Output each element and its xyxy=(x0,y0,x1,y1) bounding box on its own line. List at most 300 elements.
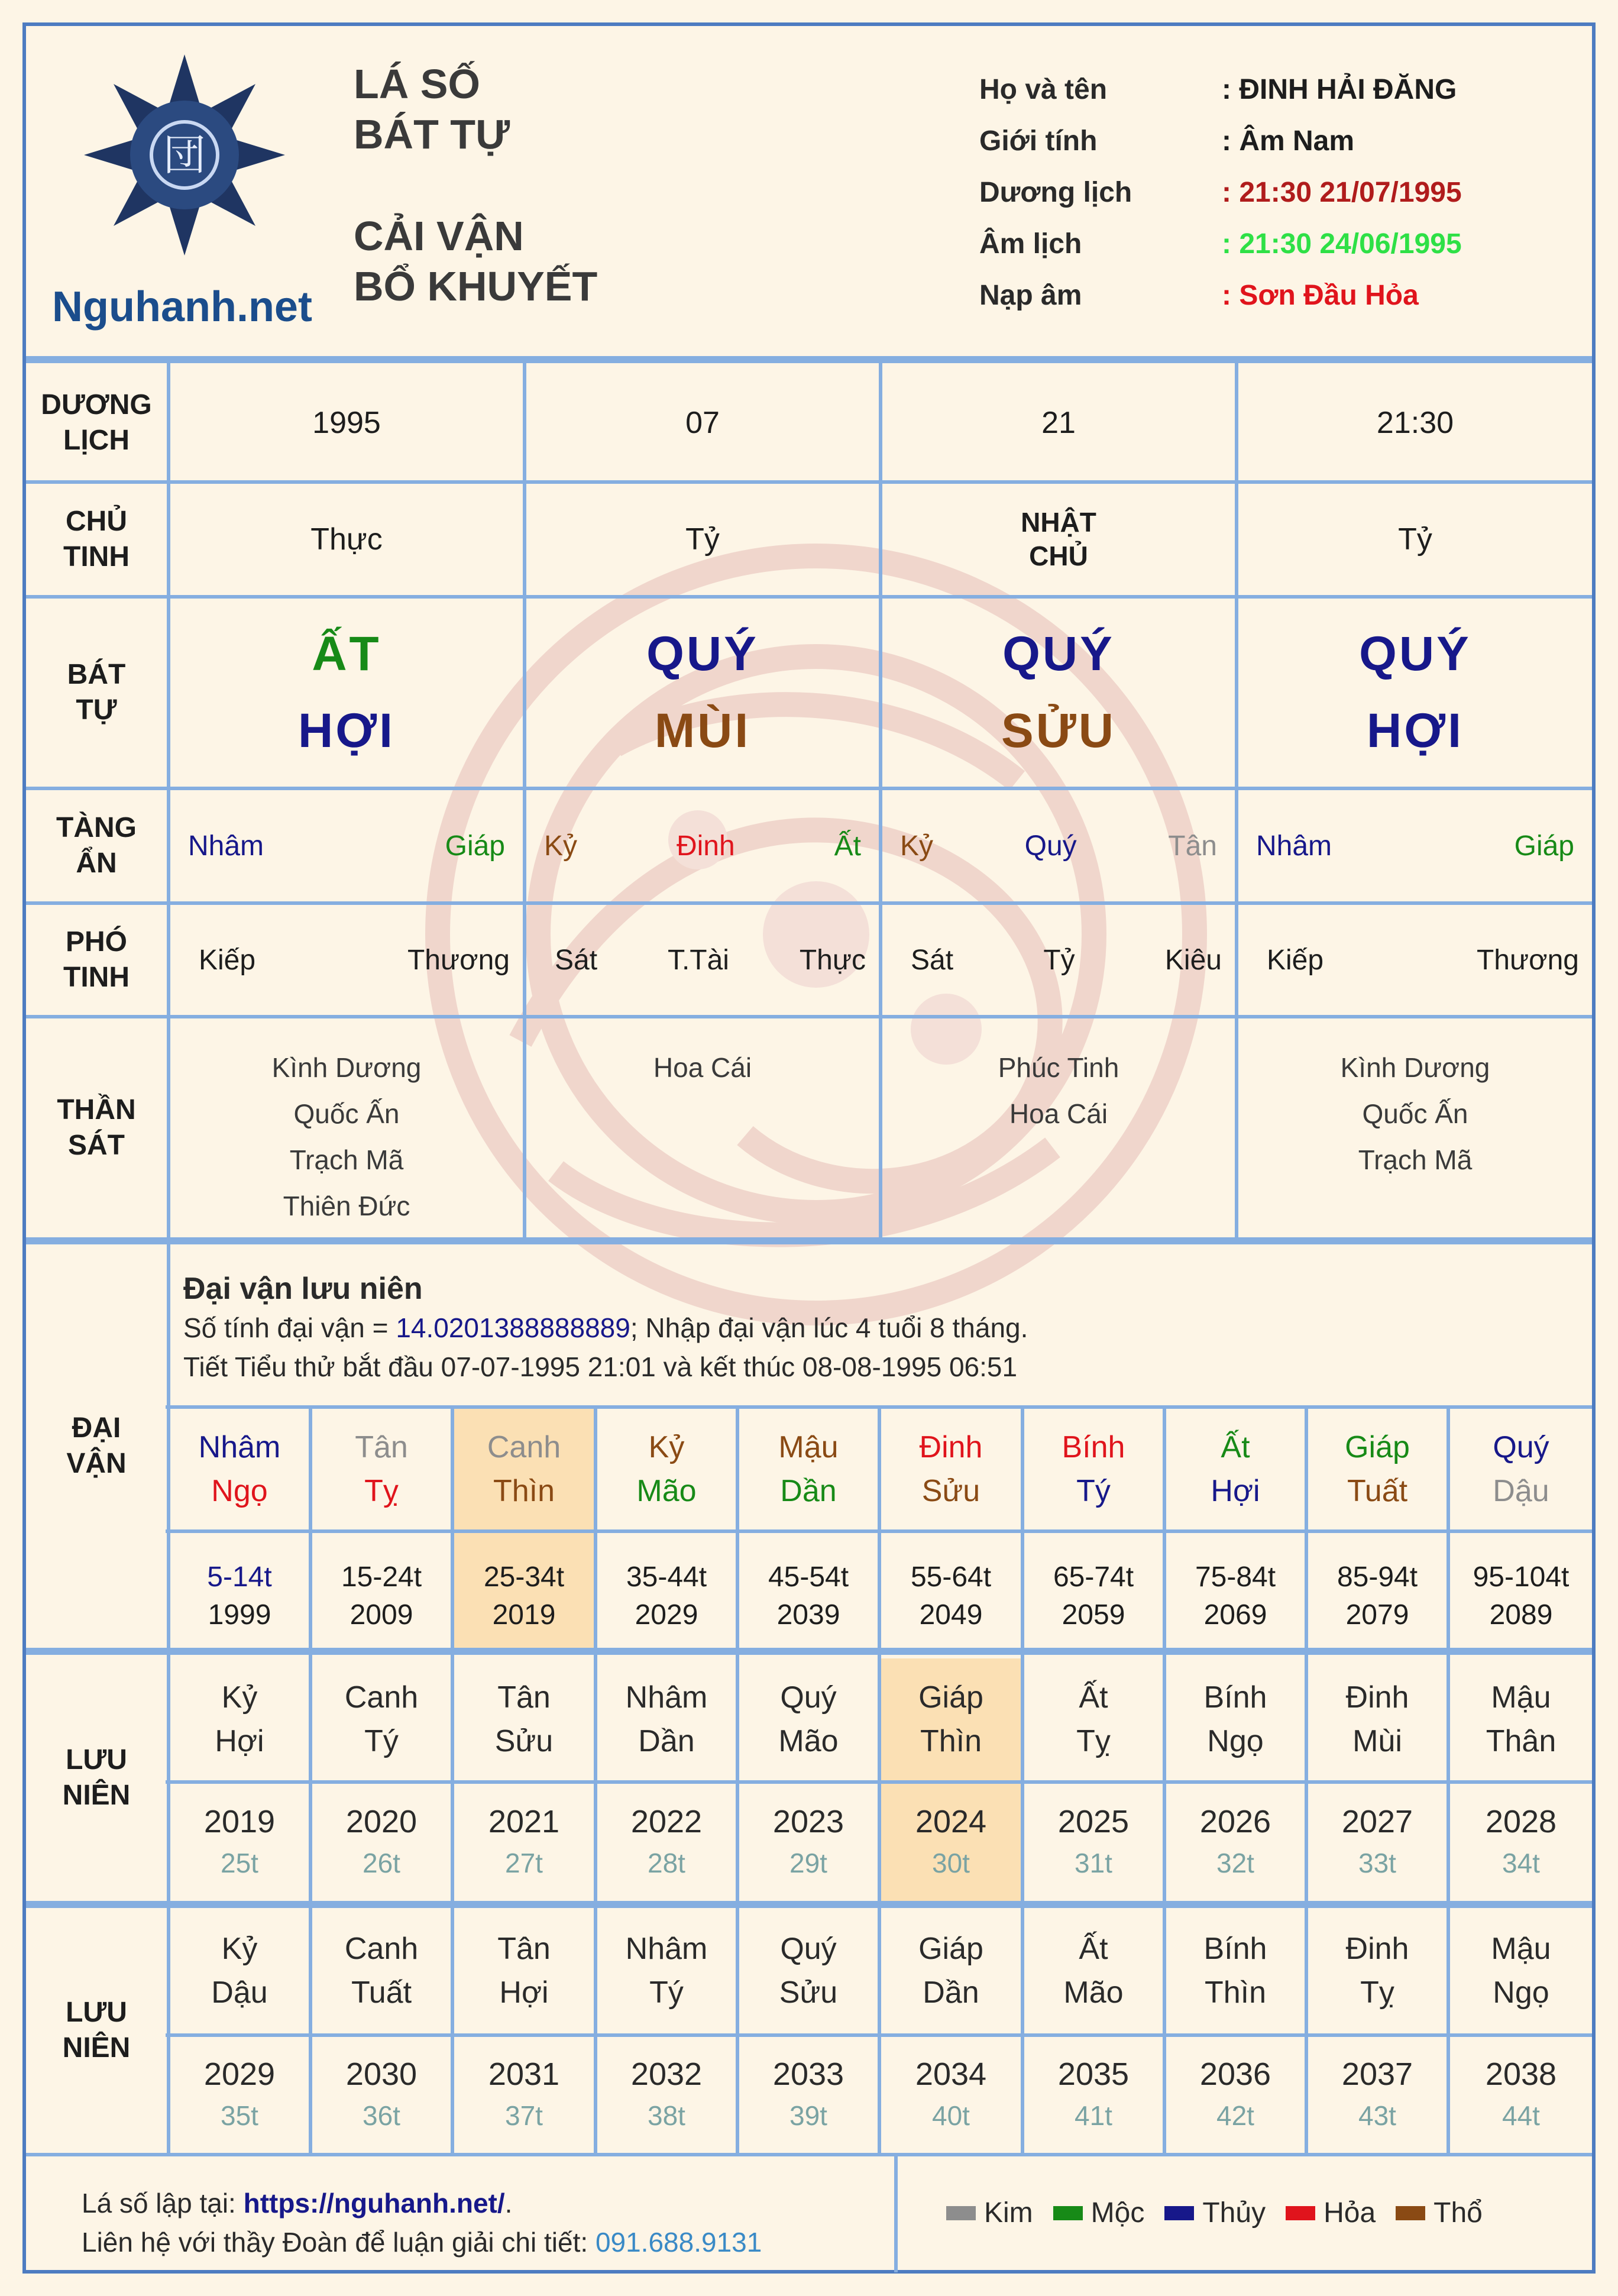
row-label-chu_tinh xyxy=(26,484,167,595)
chu-tinh-text: Tỷ xyxy=(685,522,720,557)
dai-van-age xyxy=(1308,1533,1447,1648)
bat-tu-pillar xyxy=(170,599,523,787)
dai-van-line2: Tiết Tiểu thử bắt đầu 07-07-1995 21:01 và kết thúc 08-08-1995 06:51 xyxy=(183,1351,1018,1382)
than-sat-cell xyxy=(1238,1018,1592,1237)
tang-an-item: Đinh xyxy=(676,830,735,862)
divider xyxy=(26,356,1592,363)
tang-an-item: Quý xyxy=(1024,830,1077,862)
luu-nien-year-cell xyxy=(597,2037,736,2153)
dai-van-year: 2049 xyxy=(919,1599,983,1631)
luu-nien-year-cell xyxy=(454,1784,594,1901)
luu-nien-age: 38t xyxy=(648,2100,685,2131)
label-line: TINH xyxy=(63,541,130,573)
dai-van-can: Giáp xyxy=(1345,1430,1410,1464)
dai-van-pillar xyxy=(739,1409,878,1529)
row-label-luu-nien-2 xyxy=(26,1908,167,2153)
luu-nien-can: Nhâm xyxy=(625,1932,708,1966)
dai-van-can: Mậu xyxy=(778,1430,839,1464)
text: Số tính đại vận = xyxy=(183,1312,396,1343)
tang-an-item: Nhâm xyxy=(1256,830,1332,862)
luu-nien-age: 44t xyxy=(1502,2100,1540,2131)
luu-nien-year: 2030 xyxy=(345,2056,418,2092)
legend-swatch xyxy=(946,2206,976,2220)
luu-nien-can: Đinh xyxy=(1345,1932,1409,1966)
luu-nien-chi: Tỵ xyxy=(1076,1724,1111,1758)
dai-van-chi: Tuất xyxy=(1347,1474,1408,1508)
luu-nien-year-cell xyxy=(1166,1784,1305,1901)
bat-tu-chi: HỢI xyxy=(298,704,395,758)
legend-swatch xyxy=(1164,2206,1194,2220)
luu-nien-can: Nhâm xyxy=(625,1680,708,1715)
dai-van-age-range: 95-104t xyxy=(1473,1561,1570,1593)
luu-nien-pillar xyxy=(170,1658,309,1780)
dai-van-pillar xyxy=(1450,1409,1592,1529)
svg-text:団: 団 xyxy=(163,130,206,180)
dai-van-age xyxy=(881,1533,1021,1648)
luu-nien-year: 2023 xyxy=(772,1804,844,1839)
info-value: : Âm Nam xyxy=(1222,125,1355,157)
dai-van-can: Kỷ xyxy=(648,1430,685,1464)
luu-nien-can: Giáp xyxy=(918,1680,983,1715)
luu-nien-chi: Ngọ xyxy=(1207,1724,1264,1758)
chu-tinh-cell xyxy=(882,484,1235,595)
luu-nien-chi: Thìn xyxy=(920,1724,982,1758)
luu-nien-pillar xyxy=(170,1908,309,2033)
legend-item xyxy=(1053,2197,1145,2229)
luu-nien-can: Giáp xyxy=(918,1932,983,1966)
dai-van-number: 14.0201388888889 xyxy=(396,1312,630,1343)
luu-nien-can: Canh xyxy=(344,1932,419,1966)
luu-nien-year: 2034 xyxy=(915,2056,987,2092)
divider xyxy=(26,1237,1592,1244)
luu-nien-pillar xyxy=(312,1908,451,2033)
luu-nien-chi: Dần xyxy=(638,1724,695,1758)
title-line: CẢI VẬN xyxy=(354,212,524,259)
info-value: : ĐINH HẢI ĐĂNG xyxy=(1222,74,1457,105)
pho-tinh-item: Kiếp xyxy=(199,944,256,976)
dai-van-age xyxy=(739,1533,878,1648)
text: . xyxy=(504,2188,513,2219)
info-label: Giới tính xyxy=(979,125,1098,157)
luu-nien-age: 36t xyxy=(363,2100,400,2131)
luu-nien-chi: Mão xyxy=(778,1724,839,1758)
pho-tinh-cell xyxy=(526,905,879,1015)
label-line: ĐẠI xyxy=(72,1412,121,1444)
luu-nien-can: Tân xyxy=(497,1680,551,1715)
tang-an-item: Nhâm xyxy=(188,830,264,862)
tang-an-item: Tân xyxy=(1168,830,1217,862)
luu-nien-pillar xyxy=(1024,1658,1163,1780)
than-sat-cell xyxy=(526,1018,879,1237)
dai-van-can: Bính xyxy=(1062,1430,1125,1464)
dai-van-line1 xyxy=(183,1308,1028,1347)
chu-tinh-text: Thực xyxy=(310,522,383,557)
dai-van-year: 2059 xyxy=(1062,1599,1125,1631)
pho-tinh-item: Sát xyxy=(911,944,954,976)
legend-label: Mộc xyxy=(1090,2197,1145,2229)
luu-nien-pillar xyxy=(1450,1658,1592,1780)
than-sat-item: Trạch Mã xyxy=(289,1144,404,1175)
info-value: : 21:30 21/07/1995 xyxy=(1222,177,1462,208)
label-line: TÀNG xyxy=(56,812,137,843)
dai-van-year: 2009 xyxy=(350,1599,413,1631)
pho-tinh-item: Kiêu xyxy=(1164,944,1222,976)
dai-van-year: 1999 xyxy=(208,1599,271,1631)
info-label: Dương lịch xyxy=(979,177,1132,208)
luu-nien-age: 28t xyxy=(648,1848,685,1878)
row-label-duong_lich xyxy=(26,366,167,480)
luu-nien-year-cell xyxy=(1308,2037,1447,2153)
luu-nien-year-cell xyxy=(170,2037,309,2153)
luu-nien-year: 2021 xyxy=(488,1804,560,1839)
luu-nien-year: 2036 xyxy=(1199,2056,1271,2092)
luu-nien-can: Đinh xyxy=(1345,1680,1409,1715)
luu-nien-year: 2029 xyxy=(203,2056,276,2092)
dai-van-pillar xyxy=(1024,1409,1163,1529)
luu-nien-year-cell xyxy=(1024,2037,1163,2153)
legend-label: Kim xyxy=(984,2197,1033,2229)
dai-van-pillar xyxy=(1308,1409,1447,1529)
dai-van-chi: Tỵ xyxy=(364,1474,399,1508)
contact xyxy=(82,2223,762,2262)
dai-van-year: 2039 xyxy=(776,1599,840,1631)
luu-nien-chi: Mùi xyxy=(1352,1724,1402,1758)
luu-nien-year: 2020 xyxy=(345,1804,418,1839)
row-label-bat_tu xyxy=(26,599,167,787)
luu-nien-year-cell xyxy=(1450,1784,1592,1901)
dai-van-age xyxy=(454,1533,594,1648)
luu-nien-pillar xyxy=(1166,1658,1305,1780)
luu-nien-age: 27t xyxy=(505,1848,543,1878)
dai-van-can: Tân xyxy=(355,1430,408,1464)
legend-item xyxy=(1164,2197,1266,2229)
luu-nien-year: 2026 xyxy=(1199,1804,1271,1839)
than-sat-item: Hoa Cái xyxy=(653,1052,752,1083)
pho-tinh-item: Thương xyxy=(1476,944,1579,976)
pho-tinh-item: T.Tài xyxy=(667,944,729,976)
luu-nien-can: Quý xyxy=(780,1680,837,1715)
luu-nien-year-cell xyxy=(1308,1784,1447,1901)
luu-nien-pillar xyxy=(739,1658,878,1780)
luu-nien-year-cell xyxy=(1166,2037,1305,2153)
luu-nien-pillar xyxy=(1308,1908,1447,2033)
luu-nien-can: Quý xyxy=(780,1932,837,1966)
dai-van-age-range: 75-84t xyxy=(1195,1561,1276,1593)
tang-an-item: Giáp xyxy=(445,830,505,862)
divider xyxy=(894,2156,898,2272)
dai-van-age-range: 5-14t xyxy=(207,1561,272,1593)
label-line: NIÊN xyxy=(62,2032,131,2064)
luu-nien-year: 2027 xyxy=(1341,1804,1413,1839)
than-sat-item: Trạch Mã xyxy=(1358,1144,1473,1175)
chu-tinh-cell xyxy=(526,484,879,595)
dai-van-year: 2069 xyxy=(1203,1599,1267,1631)
bat-tu-chi: SỬU xyxy=(1001,704,1116,758)
divider xyxy=(26,1901,1592,1908)
dai-van-year: 2089 xyxy=(1489,1599,1553,1631)
dai-van-year: 2019 xyxy=(492,1599,556,1631)
than-sat-item: Thiên Đức xyxy=(283,1191,410,1221)
luu-nien-year: 2031 xyxy=(488,2056,560,2092)
luu-nien-year: 2028 xyxy=(1485,1804,1557,1839)
luu-nien-year-cell xyxy=(312,2037,451,2153)
dai-van-pillar xyxy=(454,1409,594,1529)
luu-nien-can: Mậu xyxy=(1491,1932,1551,1966)
label-line: TINH xyxy=(63,962,130,993)
dai-van-age-range: 55-64t xyxy=(910,1561,992,1593)
luu-nien-pillar xyxy=(454,1908,594,2033)
dai-van-age-range: 85-94t xyxy=(1337,1561,1418,1593)
bat-tu-pillar xyxy=(526,599,879,787)
dai-van-age-range: 25-34t xyxy=(483,1561,565,1593)
dai-van-chi: Thìn xyxy=(493,1474,555,1508)
dai-van-pillar xyxy=(312,1409,451,1529)
label-line: DƯƠNG xyxy=(41,389,152,421)
dai-van-chi: Dần xyxy=(780,1474,837,1508)
dai-van-age xyxy=(1166,1533,1305,1648)
dai-van-age xyxy=(312,1533,451,1648)
tang-an-item: Kỷ xyxy=(900,830,934,862)
legend-item xyxy=(1396,2197,1483,2229)
luu-nien-year-cell xyxy=(739,1784,878,1901)
luu-nien-can: Ất xyxy=(1079,1932,1108,1966)
chu-tinh-cell xyxy=(1238,484,1592,595)
luu-nien-can: Canh xyxy=(344,1680,419,1715)
luu-nien-year: 2037 xyxy=(1341,2056,1413,2092)
luu-nien-pillar xyxy=(881,1908,1021,2033)
dai-van-chi: Ngọ xyxy=(211,1474,268,1508)
text: Lá số lập tại: xyxy=(82,2188,244,2219)
row-label-pho_tinh xyxy=(26,905,167,1015)
brand-name: Nguhanh.net xyxy=(52,283,312,331)
tang-an-cell xyxy=(170,790,523,901)
bat-tu-can: QUÝ xyxy=(1359,627,1471,681)
luu-nien-age: 25t xyxy=(221,1848,258,1878)
bat-tu-can: QUÝ xyxy=(1002,627,1115,681)
luu-nien-chi: Tuất xyxy=(351,1975,412,2010)
luu-nien-year: 2025 xyxy=(1057,1804,1130,1839)
luu-nien-pillar xyxy=(1450,1908,1592,2033)
dai-van-chi: Tý xyxy=(1076,1474,1111,1508)
chu-tinh-text: Tỷ xyxy=(1398,522,1432,557)
luu-nien-pillar xyxy=(312,1658,451,1780)
label-line: SÁT xyxy=(68,1130,125,1161)
title-line: BỔ KHUYẾT xyxy=(354,263,598,310)
dai-van-age xyxy=(1024,1533,1163,1648)
than-sat-item: Kình Dương xyxy=(271,1052,422,1083)
label-line: NIÊN xyxy=(62,1780,131,1811)
title-line: LÁ SỐ xyxy=(354,61,480,107)
pho-tinh-item: Tỷ xyxy=(1043,944,1075,976)
dai-van-title: Đại vận lưu niên xyxy=(183,1272,423,1306)
tang-an-item: Ất xyxy=(834,830,861,862)
luu-nien-year: 2019 xyxy=(203,1804,276,1839)
luu-nien-age: 40t xyxy=(932,2100,970,2131)
luu-nien-chi: Sửu xyxy=(779,1975,838,2010)
legend-label: Thổ xyxy=(1433,2197,1483,2229)
luu-nien-pillar xyxy=(454,1658,594,1780)
pho-tinh-cell xyxy=(882,905,1235,1015)
title-line: BÁT TỰ xyxy=(354,111,510,158)
luu-nien-pillar xyxy=(597,1658,736,1780)
label-line: ẨN xyxy=(76,848,117,879)
bat-tu-can: ẤT xyxy=(312,627,381,681)
luu-nien-year-cell xyxy=(1450,2037,1592,2153)
luu-nien-age: 35t xyxy=(221,2100,258,2131)
luu-nien-year: 2038 xyxy=(1485,2056,1557,2092)
dai-van-age xyxy=(597,1533,736,1648)
label-line: BÁT xyxy=(67,659,126,690)
duong-lich-value: 21:30 xyxy=(1376,405,1454,440)
dai-van-age xyxy=(170,1533,309,1648)
dai-van-pillar xyxy=(170,1409,309,1529)
luu-nien-age: 29t xyxy=(789,1848,827,1878)
row-label-tang_an xyxy=(26,790,167,901)
dai-van-can: Quý xyxy=(1493,1430,1549,1464)
luu-nien-chi: Dần xyxy=(923,1975,979,2010)
dai-van-year: 2029 xyxy=(635,1599,698,1631)
dai-van-age-range: 35-44t xyxy=(626,1561,707,1593)
luu-nien-year-cell xyxy=(739,2037,878,2153)
chu-tinh-cell xyxy=(170,484,523,595)
luu-nien-chi: Sửu xyxy=(494,1724,554,1758)
luu-nien-chi: Tý xyxy=(364,1724,399,1758)
luu-nien-age: 42t xyxy=(1216,2100,1254,2131)
pho-tinh-item: Kiếp xyxy=(1267,944,1324,976)
info-label: Nạp âm xyxy=(979,280,1082,311)
tang-an-cell xyxy=(526,790,879,901)
label-line: TỰ xyxy=(76,694,117,726)
phone-link[interactable]: 091.688.9131 xyxy=(595,2227,762,2258)
divider xyxy=(26,1648,1592,1655)
luu-nien-can: Bính xyxy=(1203,1680,1267,1715)
website-link[interactable]: https://nguhanh.net/ xyxy=(243,2188,505,2219)
pho-tinh-item: Sát xyxy=(555,944,598,976)
luu-nien-chi: Tỵ xyxy=(1360,1975,1394,2010)
dai-van-chi: Hợi xyxy=(1211,1474,1260,1508)
luu-nien-age: 30t xyxy=(932,1848,970,1878)
than-sat-cell xyxy=(882,1018,1235,1237)
legend-swatch xyxy=(1396,2206,1425,2220)
legend-swatch xyxy=(1286,2206,1315,2220)
luu-nien-year-cell xyxy=(312,1784,451,1901)
luu-nien-age: 34t xyxy=(1502,1848,1540,1878)
than-sat-item: Quốc Ấn xyxy=(1362,1098,1468,1129)
legend-label: Thủy xyxy=(1202,2197,1266,2229)
luu-nien-age: 31t xyxy=(1075,1848,1112,1878)
label-line: LƯU xyxy=(66,1744,127,1776)
row-label-luu-nien-1 xyxy=(26,1655,167,1901)
dai-van-year: 2079 xyxy=(1345,1599,1409,1631)
info-value: : 21:30 24/06/1995 xyxy=(1222,228,1462,260)
duong-lich-value: 21 xyxy=(1041,405,1076,440)
luu-nien-chi: Ngọ xyxy=(1493,1975,1549,2010)
luu-nien-chi: Tý xyxy=(649,1975,684,2010)
info-label: Họ và tên xyxy=(979,74,1108,105)
than-sat-item: Hoa Cái xyxy=(1009,1098,1108,1129)
dai-van-can: Ất xyxy=(1221,1430,1250,1464)
dai-van-age xyxy=(1450,1533,1592,1648)
dai-van-chi: Mão xyxy=(636,1474,697,1508)
luu-nien-year-cell xyxy=(881,1784,1021,1901)
legend-label: Hỏa xyxy=(1323,2197,1376,2229)
chu-tinh-text: CHỦ xyxy=(1029,541,1088,571)
luu-nien-year-cell xyxy=(1024,1784,1163,1901)
luu-nien-age: 43t xyxy=(1358,2100,1396,2131)
luu-nien-chi: Thân xyxy=(1486,1724,1556,1758)
info-value: : Sơn Đầu Hỏa xyxy=(1222,280,1419,311)
pho-tinh-item: Thực xyxy=(799,944,866,976)
label-line: THẦN xyxy=(57,1094,136,1126)
text: ; Nhập đại vận lúc 4 tuổi 8 tháng. xyxy=(630,1312,1028,1343)
bat-tu-can: QUÝ xyxy=(646,627,759,681)
text: Liên hệ với thầy Đoàn để luận giải chi tiết: xyxy=(82,2227,596,2258)
dai-van-can: Nhâm xyxy=(198,1430,281,1464)
than-sat-item: Phúc Tinh xyxy=(998,1052,1119,1083)
label-line: VẬN xyxy=(66,1448,127,1479)
legend-item xyxy=(1286,2197,1376,2229)
luu-nien-can: Ất xyxy=(1079,1680,1108,1715)
luu-nien-age: 37t xyxy=(505,2100,543,2131)
luu-nien-pillar xyxy=(739,1908,878,2033)
pho-tinh-item: Thương xyxy=(407,944,510,976)
label-line: PHÓ xyxy=(65,926,127,958)
row-label-dai-van xyxy=(26,1244,167,1648)
tang-an-item: Kỷ xyxy=(544,830,578,862)
bat-tu-chi: HỢI xyxy=(1367,704,1464,758)
dai-van-age-range: 65-74t xyxy=(1053,1561,1134,1593)
luu-nien-year-cell xyxy=(881,2037,1021,2153)
luu-nien-year: 2032 xyxy=(630,2056,703,2092)
chu-tinh-text: NHẬT xyxy=(1021,506,1096,538)
bat-tu-pillar xyxy=(882,599,1235,787)
luu-nien-year: 2033 xyxy=(772,2056,844,2092)
luu-nien-year-cell xyxy=(170,1784,309,1901)
luu-nien-chi: Mão xyxy=(1063,1975,1124,2010)
luu-nien-can: Kỷ xyxy=(221,1680,258,1715)
pho-tinh-cell xyxy=(170,905,523,1015)
duong-lich-value: 1995 xyxy=(312,405,381,440)
than-sat-item: Kình Dương xyxy=(1340,1052,1490,1083)
luu-nien-chi: Dậu xyxy=(211,1975,268,2010)
luu-nien-chi: Thìn xyxy=(1204,1975,1267,2010)
duong-lich-value: 07 xyxy=(685,405,720,440)
legend-swatch xyxy=(1053,2206,1083,2220)
bat-tu-pillar xyxy=(1238,599,1592,787)
luu-nien-pillar xyxy=(881,1658,1021,1780)
than-sat-item: Quốc Ấn xyxy=(293,1098,400,1129)
dai-van-pillar xyxy=(597,1409,736,1529)
luu-nien-pillar xyxy=(1166,1908,1305,2033)
luu-nien-age: 32t xyxy=(1216,1848,1254,1878)
luu-nien-chi: Hợi xyxy=(499,1975,549,2010)
luu-nien-year: 2035 xyxy=(1057,2056,1130,2092)
luu-nien-chi: Hợi xyxy=(215,1724,264,1758)
than-sat-cell xyxy=(170,1018,523,1237)
info-label: Âm lịch xyxy=(979,228,1082,260)
dai-van-chi: Sửu xyxy=(921,1474,980,1508)
bat-tu-chi: MÙI xyxy=(654,704,751,758)
luu-nien-year-cell xyxy=(454,2037,594,2153)
dai-van-pillar xyxy=(881,1409,1021,1529)
luu-nien-can: Tân xyxy=(497,1932,551,1966)
luu-nien-pillar xyxy=(1308,1658,1447,1780)
divider xyxy=(26,2153,1592,2156)
element-legend xyxy=(946,2197,1503,2229)
dai-van-age-range: 15-24t xyxy=(341,1561,422,1593)
footer-info xyxy=(82,2184,762,2262)
label-line: CHỦ xyxy=(66,506,127,537)
